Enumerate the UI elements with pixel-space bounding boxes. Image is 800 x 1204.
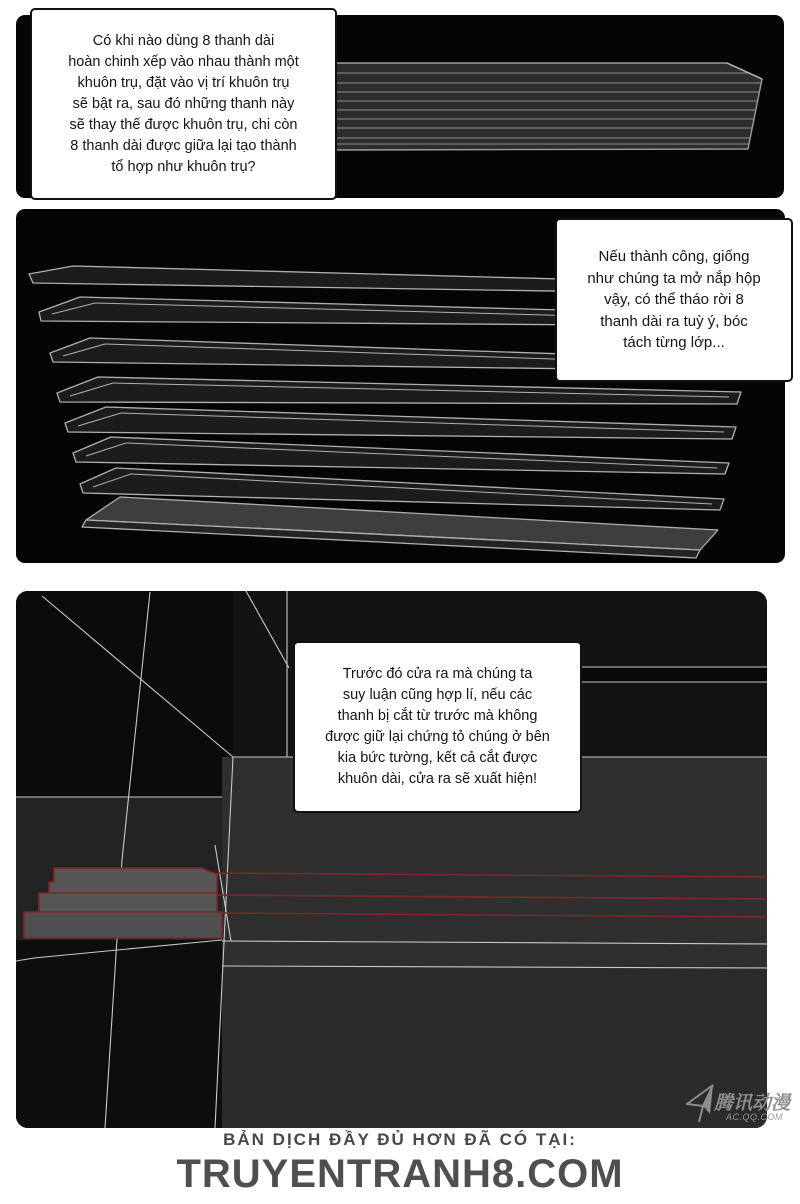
bubble-text-line: như chúng ta mở nắp hộp (587, 269, 761, 287)
speech-bubble-2 (555, 218, 793, 382)
watermark-site: AC.QQ.COM (726, 1112, 784, 1122)
bubble-text-line: tổ hợp như khuôn trụ? (111, 158, 256, 175)
footer (0, 1130, 800, 1197)
bubble-text-line: khuôn trụ, đặt vào vị trí khuôn trụ (77, 74, 290, 91)
bubble-text-line: suy luận cũng hợp lí, nếu các (342, 687, 533, 703)
speech-bubble-3 (293, 641, 582, 813)
bubble-text-line: tách từng lớp... (623, 334, 725, 352)
bubble-text-line: khuôn dài, cửa ra sẽ xuất hiện! (337, 771, 538, 787)
bubble-text-line: sẽ bật ra, sau đó những thanh này (72, 95, 295, 112)
bubble-text-line: Nếu thành công, giống (598, 248, 750, 266)
footer-site-name: TRUYENTRANH8.COM (176, 1152, 624, 1196)
bubble-text-line: kia bức tường, kết cả cắt được (337, 750, 538, 766)
bubble-text-line: thanh bị cắt từ trước mà không (337, 708, 538, 724)
bubble-text-line: sẽ thay thế được khuôn trụ, chi còn (69, 116, 298, 133)
bubble-text-line: hoàn chinh xếp vào nhau thành một (68, 53, 299, 70)
bubble-text-line: thanh dài ra tuỳ ý, bóc (600, 312, 748, 330)
tencent-watermark (686, 1082, 798, 1134)
bubble-text-line: 8 thanh dài được giữa lại tạo thành (70, 137, 297, 154)
bubble-text-line: vậy, có thể tháo rời 8 (604, 291, 744, 309)
paper-plane-icon (686, 1084, 716, 1124)
footer-tagline: BẢN DỊCH ĐẦY ĐỦ HƠN ĐÃ CÓ TẠI: (223, 1130, 577, 1149)
bubble-text-line: Có khi nào dùng 8 thanh dài (92, 32, 275, 49)
watermark-brand: 腾讯动漫 (714, 1093, 791, 1114)
bubble-text-line: được giữ lại chứng tỏ chúng ở bên (325, 729, 550, 745)
speech-bubble-1 (30, 8, 337, 200)
bubble-text-line: Trước đó cửa ra mà chúng ta (342, 666, 533, 682)
